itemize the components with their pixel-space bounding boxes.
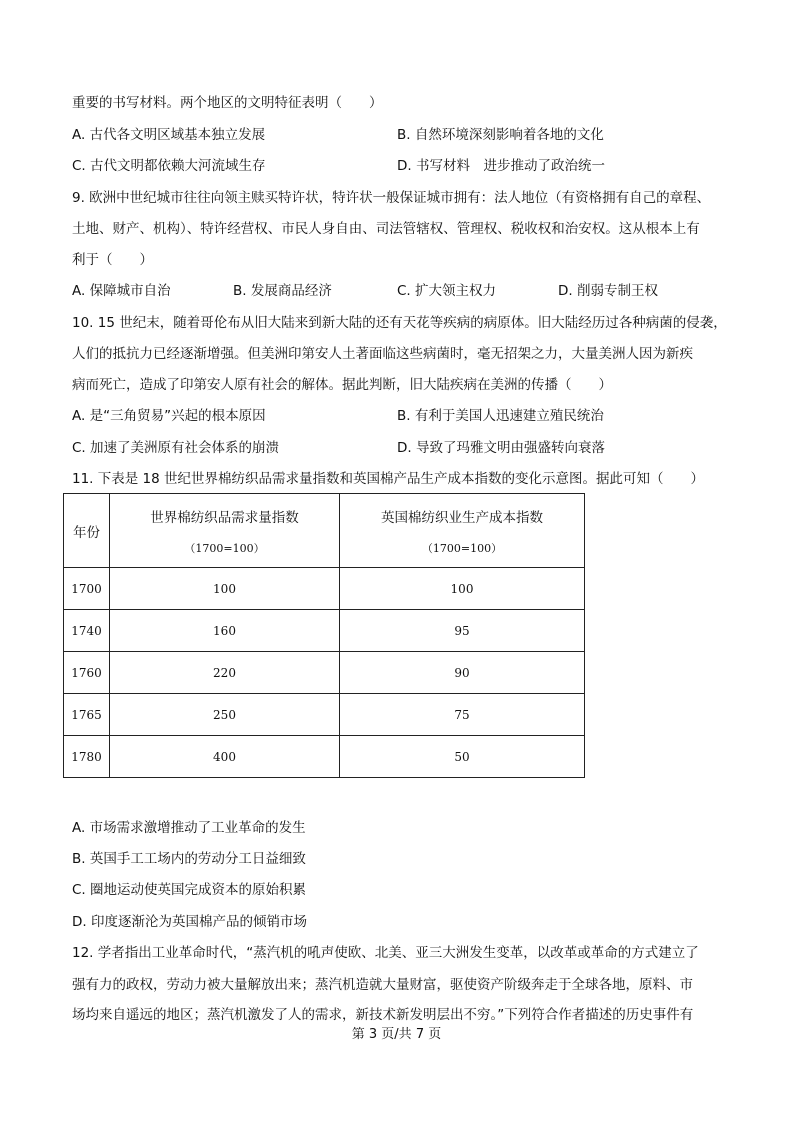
cell-year: 1700 xyxy=(64,568,110,610)
q9-stem-line3: 利于（ ） xyxy=(72,252,153,268)
cell-demand: 400 xyxy=(110,736,340,778)
q10-stem-line1: 10. 15 世纪末，随着哥伦布从旧大陆来到新大陆的还有天花等疾病的病原体。旧大陆经历过各种病菌的侵袭， xyxy=(72,315,727,331)
table-row xyxy=(64,694,585,736)
table-row xyxy=(64,736,585,778)
header-demand-base: （1700=100） xyxy=(184,541,265,555)
cell-cost: 95 xyxy=(340,610,585,652)
q10-stem-line3: 病而死亡，造成了印第安人原有社会的解体。据此判断，旧大陆疾病在美洲的传播（ ） xyxy=(72,377,612,393)
q8-option-a[interactable]: A. 古代各文明区域基本独立发展 xyxy=(72,127,266,143)
q12-stem-line2: 强有力的政权，劳动力被大量解放出来；蒸汽机造就大量财富，驱使资产阶级奔走于全球各地，原料、市 xyxy=(72,977,693,993)
q8-stem-continuation: 重要的书写材料。两个地区的文明特征表明（ ） xyxy=(72,95,383,111)
q11-stem: 11. 下表是 18 世纪世界棉纺织品需求量指数和英国棉产品生产成本指数的变化示意图。据此可知（ ） xyxy=(72,471,705,487)
q9-stem-line2: 土地、财产、机构）、特许经营权、市民人身自由、司法管辖权、管理权、税收权和治安权。这从根本上有 xyxy=(72,221,700,237)
table-row xyxy=(64,610,585,652)
q11-option-d[interactable]: D. 印度逐渐沦为英国棉产品的倾销市场 xyxy=(72,914,307,930)
table-row xyxy=(64,568,585,610)
cell-demand: 220 xyxy=(110,652,340,694)
cell-demand: 160 xyxy=(110,610,340,652)
q9-option-b[interactable]: B. 发展商品经济 xyxy=(233,283,332,299)
q10-option-a[interactable]: A. 是“三角贸易”兴起的根本原因 xyxy=(72,408,266,424)
cell-demand: 250 xyxy=(110,694,340,736)
header-cost-title: 英国棉纺织业生产成本指数 xyxy=(381,509,543,526)
q9-option-d[interactable]: D. 削弱专制王权 xyxy=(558,283,658,299)
q9-option-c[interactable]: C. 扩大领主权力 xyxy=(397,283,497,299)
q9-stem-line1: 9. 欧洲中世纪城市往往向领主赎买特许状，特许状一般保证城市拥有：法人地位（有资格拥有自己的章程、 xyxy=(72,190,711,206)
header-year: 年份 xyxy=(64,494,110,568)
q10-option-d[interactable]: D. 导致了玛雅文明由强盛转向衰落 xyxy=(397,440,605,456)
cell-year: 1765 xyxy=(64,694,110,736)
q11-option-a[interactable]: A. 市场需求激增推动了工业革命的发生 xyxy=(72,820,306,836)
cell-demand: 100 xyxy=(110,568,340,610)
q11-option-c[interactable]: C. 圈地运动使英国完成资本的原始积累 xyxy=(72,882,307,898)
q12-stem-line1: 12. 学者指出工业革命时代，“蒸汽机的吼声使欧、北美、亚三大洲发生变革，以改革或革命的方式建立了 xyxy=(72,945,699,961)
q8-option-c[interactable]: C. 古代文明都依赖大河流域生存 xyxy=(72,158,266,174)
table-header-row xyxy=(64,494,585,568)
cell-year: 1780 xyxy=(64,736,110,778)
q10-stem-line2: 人们的抵抗力已经逐渐增强。但美洲印第安人土著面临这些病菌时，毫无招架之力，大量美洲人因为新疾 xyxy=(72,346,693,362)
q8-option-b[interactable]: B. 自然环境深刻影响着各地的文化 xyxy=(397,127,604,143)
cell-year: 1740 xyxy=(64,610,110,652)
q10-option-c[interactable]: C. 加速了美洲原有社会体系的崩溃 xyxy=(72,440,280,456)
q12-stem-line3: 场均来自遥远的地区；蒸汽机激发了人的需求，新技术新发明层出不穷。”下列符合作者描述的历史事件有 xyxy=(72,1007,694,1023)
cell-cost: 75 xyxy=(340,694,585,736)
q11-option-b[interactable]: B. 英国手工工场内的劳动分工日益细致 xyxy=(72,851,306,867)
q9-option-a[interactable]: A. 保障城市自治 xyxy=(72,283,171,299)
header-demand-index xyxy=(110,494,340,568)
q10-option-b[interactable]: B. 有利于美国人迅速建立殖民统治 xyxy=(397,408,604,424)
q11-data-table xyxy=(63,493,585,778)
header-demand-title: 世界棉纺织品需求量指数 xyxy=(150,509,299,526)
table-row xyxy=(64,652,585,694)
q8-option-d[interactable]: D. 书写材料 进步推动了政治统一 xyxy=(397,158,605,174)
page-number-footer: 第 3 页/共 7 页 xyxy=(351,1027,442,1042)
cell-cost: 100 xyxy=(340,568,585,610)
header-cost-index xyxy=(340,494,585,568)
cell-cost: 50 xyxy=(340,736,585,778)
cell-cost: 90 xyxy=(340,652,585,694)
cell-year: 1760 xyxy=(64,652,110,694)
header-cost-base: （1700=100） xyxy=(421,541,503,555)
